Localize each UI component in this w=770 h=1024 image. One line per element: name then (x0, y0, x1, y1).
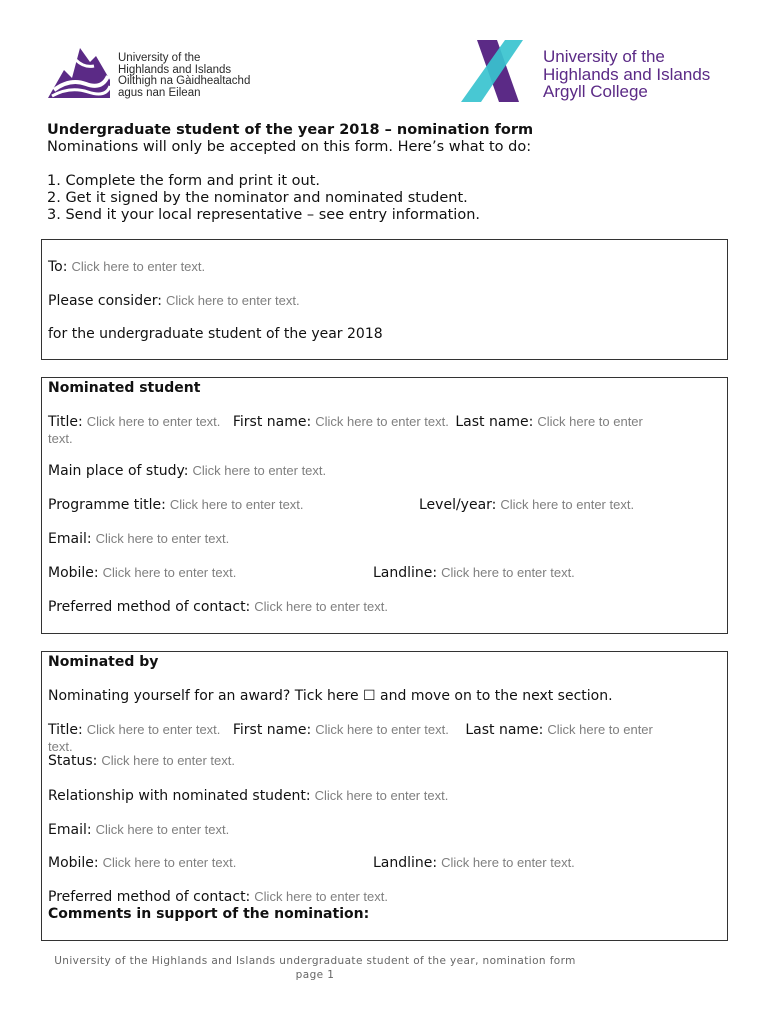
nominator-landline-label: Landline: (373, 855, 438, 871)
argyll-college-logo (457, 38, 727, 106)
consider-row (48, 293, 300, 309)
study-place-row (48, 463, 326, 479)
student-last-name-input[interactable]: Click here to enter (537, 414, 643, 429)
page-number: page 1 (295, 969, 335, 981)
nominator-email-row (48, 822, 229, 838)
self-nomination-suffix: and move on to the next section. (380, 688, 613, 704)
student-contact-label: Preferred method of contact: (48, 599, 251, 615)
footer-text: University of the Highlands and Islands undergraduate student of the year, nomination form (54, 955, 576, 967)
intro (47, 122, 533, 224)
step-3: 3. Send it your local representative – see entry information. (47, 207, 481, 223)
nominator-email-label: Email: (48, 822, 92, 838)
student-landline-input[interactable]: Click here to enter text. (441, 565, 575, 580)
comments-label: Comments in support of the nomination: (48, 906, 370, 922)
consider-label: Please consider: (48, 293, 162, 309)
student-name-row (48, 414, 643, 430)
student-landline-label: Landline: (373, 565, 438, 581)
nominated-by-box (41, 651, 728, 941)
logo-left-line-1: University of the (118, 52, 201, 64)
level-label: Level/year: (419, 497, 497, 513)
consider-input[interactable]: Click here to enter text. (165, 293, 300, 308)
student-title-input[interactable]: Click here to enter text. (86, 414, 221, 429)
student-last-name-input-wrap[interactable]: text. (48, 431, 73, 446)
status-label: Status: (48, 753, 98, 769)
self-nomination-checkbox[interactable]: ☐ (363, 688, 376, 704)
logo-left-line-3: Oilthigh na Gàidhealtachd (118, 75, 251, 87)
study-place-input[interactable]: Click here to enter text. (192, 463, 327, 478)
nominated-student-box (41, 377, 728, 634)
nominator-mobile-label: Mobile: (48, 855, 99, 871)
programme-input[interactable]: Click here to enter text. (169, 497, 304, 512)
nominator-title-label: Title: (48, 722, 83, 738)
logo-right-line-3: Argyll College (543, 82, 648, 101)
student-first-name-label: First name: (232, 414, 312, 430)
logo-left-line-2: Highlands and Islands (118, 63, 232, 76)
logo-right-line-1: University of the (543, 47, 665, 66)
student-landline-row (373, 565, 575, 581)
mountain-logo-icon (46, 40, 112, 102)
nominator-first-name-label: First name: (232, 722, 312, 738)
nominator-contact-label: Preferred method of contact: (48, 889, 251, 905)
student-contact-row (48, 599, 388, 615)
self-nomination-prefix: Nominating yourself for an award? Tick here (48, 688, 359, 704)
step-1: 1. Complete the form and print it out. (47, 173, 321, 189)
status-input[interactable]: Click here to enter text. (101, 753, 235, 768)
self-nomination-row (48, 688, 613, 704)
student-mobile-row (48, 565, 236, 581)
recipient-box (41, 239, 728, 360)
nominator-name-row (48, 722, 653, 738)
nominator-last-name-label: Last name: (465, 722, 544, 738)
student-first-name-input[interactable]: Click here to enter text. (315, 414, 449, 429)
nominated-student-heading: Nominated student (48, 380, 201, 396)
nominated-by-heading: Nominated by (48, 654, 159, 670)
to-label: To: (48, 259, 68, 275)
nominator-title-input[interactable]: Click here to enter text. (86, 722, 221, 737)
x-logo-icon (457, 38, 537, 104)
nominator-first-name-input[interactable]: Click here to enter text. (315, 722, 449, 737)
level-row (419, 497, 634, 513)
nominator-mobile-row (48, 855, 236, 871)
student-email-label: Email: (48, 531, 92, 547)
nominator-contact-input[interactable]: Click here to enter text. (254, 889, 388, 904)
logo-left-line-4: agus nan Eilean (118, 86, 201, 99)
student-contact-input[interactable]: Click here to enter text. (254, 599, 388, 614)
nominator-landline-input[interactable]: Click here to enter text. (441, 855, 575, 870)
form-subtitle: Nominations will only be accepted on this form. Here’s what to do: (47, 139, 532, 155)
programme-row (48, 497, 304, 513)
programme-label: Programme title: (48, 497, 166, 513)
student-last-name-label: Last name: (455, 414, 534, 430)
relationship-row (48, 788, 448, 804)
relationship-label: Relationship with nominated student: (48, 788, 311, 804)
student-mobile-input[interactable]: Click here to enter text. (102, 565, 237, 580)
status-row (48, 753, 235, 769)
nominator-email-input[interactable]: Click here to enter text. (95, 822, 230, 837)
nominator-mobile-input[interactable]: Click here to enter text. (102, 855, 237, 870)
to-row (48, 259, 205, 275)
nominator-last-name-input[interactable]: Click here to enter (547, 722, 653, 737)
level-input[interactable]: Click here to enter text. (500, 497, 635, 512)
nominator-landline-row (373, 855, 575, 871)
student-title-label: Title: (48, 414, 83, 430)
uhi-logo (46, 40, 266, 106)
nominator-last-name-input-wrap[interactable]: text. (48, 739, 73, 754)
student-email-row (48, 531, 229, 547)
study-place-label: Main place of study: (48, 463, 189, 479)
award-text: for the undergraduate student of the year 2018 (48, 326, 383, 342)
nominator-contact-row (48, 889, 388, 905)
form-title: Undergraduate student of the year 2018 – nomination form (47, 122, 534, 138)
student-email-input[interactable]: Click here to enter text. (95, 531, 230, 546)
logo-right-line-2: Highlands and Islands (543, 64, 711, 84)
relationship-input[interactable]: Click here to enter text. (314, 788, 449, 803)
step-2: 2. Get it signed by the nominator and nominated student. (47, 190, 468, 206)
student-mobile-label: Mobile: (48, 565, 99, 581)
to-input[interactable]: Click here to enter text. (71, 259, 206, 274)
